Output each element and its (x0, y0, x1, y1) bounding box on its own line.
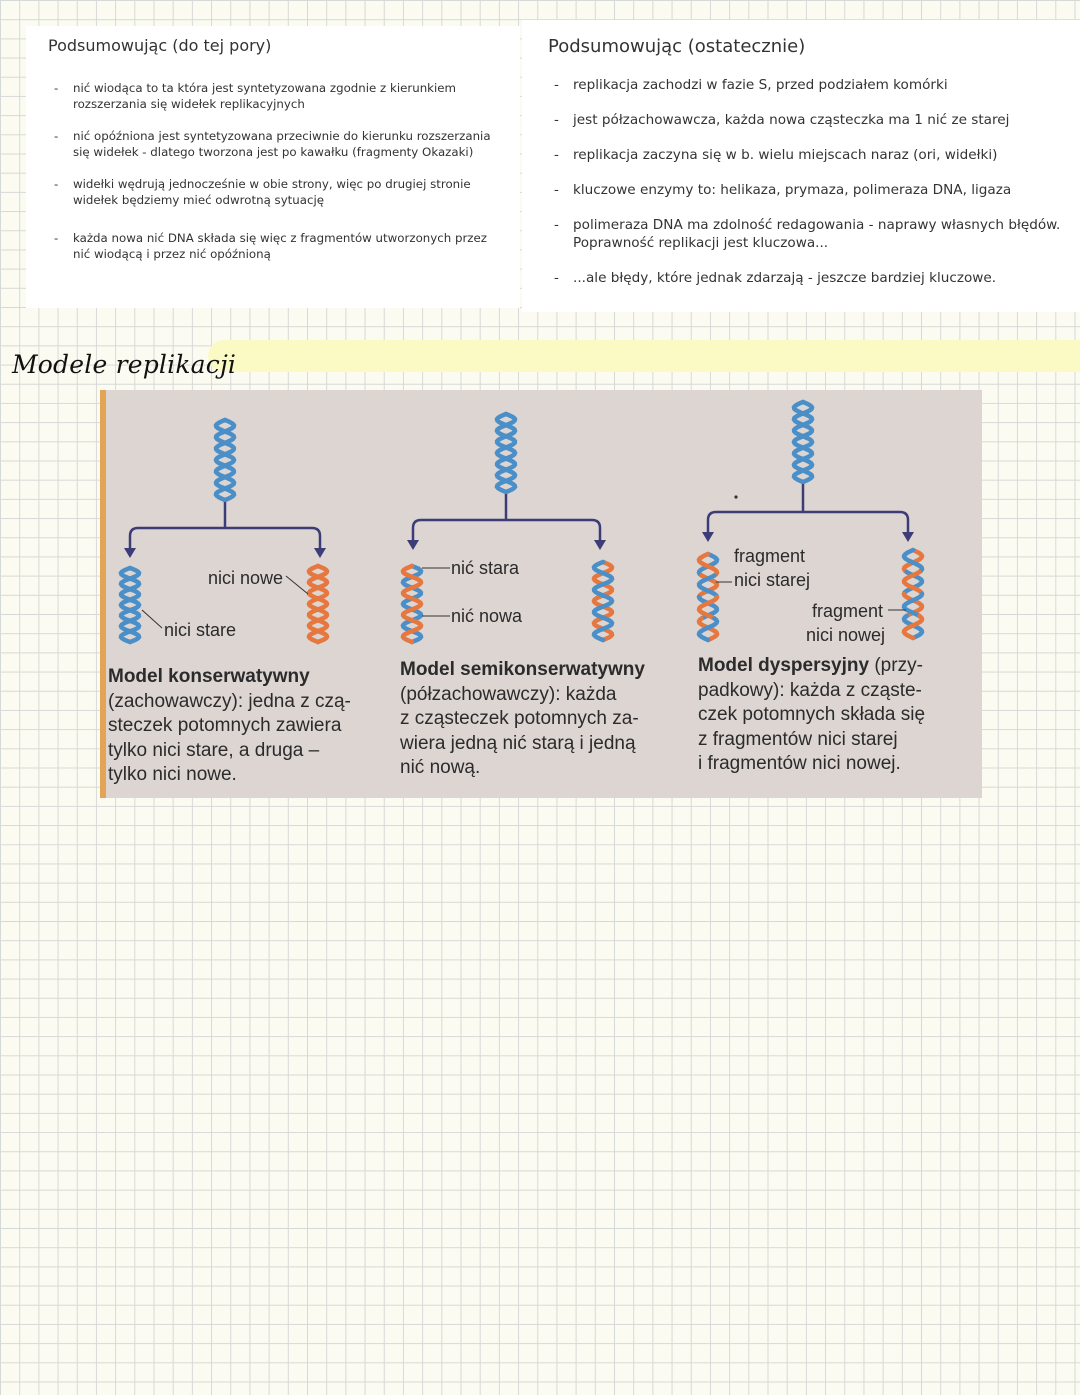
bullet-dash: - (554, 217, 559, 233)
list-item: - każda nowa nić DNA składa się więc z fragmentów utworzonych przez nić wiodącą i przez nić opóźnioną (54, 231, 487, 261)
branch-arrow-2-arrowhead-left (407, 540, 419, 550)
label-fragment-new-2: nici nowej (806, 625, 886, 645)
summary-card-so-far (26, 26, 520, 308)
bullet-dash: - (54, 231, 59, 245)
list-item: - kluczowe enzymy to: helikaza, prymaza, polimeraza DNA, ligaza (554, 182, 1012, 198)
branch-arrow-2-arms (413, 520, 600, 540)
label-new-strands: nici nowe (208, 568, 284, 588)
branch-arrow-1-arrowhead-right (314, 548, 326, 558)
list-item: - replikacja zaczyna się w b. wielu miejscach naraz (ori, widełki) (554, 147, 998, 163)
bullet-dash: - (554, 270, 559, 286)
bullet-dash: - (54, 129, 59, 143)
caption-dispersive: Model dyspersyjny (przy- padkowy): każda z cząste- czek potomnych składa się z fragmentów nici starej i fragmentów nici nowej. (698, 655, 926, 774)
caption-conservative-title: Model konserwatywny (108, 666, 310, 687)
summary-card-final (522, 20, 1080, 312)
bullet-dash: - (554, 147, 559, 163)
branch-arrow-2-arrowhead-right (594, 540, 606, 550)
branch-arrow-3-arms (708, 512, 908, 532)
list-item: - polimeraza DNA ma zdolność redagowania - naprawy własnych błędów. Poprawność replikacji jest kluczowa... (554, 217, 1061, 251)
branch-arrow-3-arrowhead-right (902, 532, 914, 542)
label-old-strand: nić stara (451, 558, 520, 578)
label-new-strand: nić nowa (451, 606, 523, 626)
highlight-strip (208, 340, 1080, 372)
summary-final-title: Podsumowując (ostatecznie) (548, 36, 806, 57)
bullet-dash: - (554, 182, 559, 198)
caption-semiconservative: Model semikonserwatywny (półzachowawczy): każda z cząsteczek potomnych za- wiera jedną nić starą i jedną nić nową. (400, 659, 645, 778)
label-fragment-old-2: nici starej (734, 570, 811, 590)
bullet-dash: - (54, 177, 59, 191)
label-fragment-new-1: fragment (812, 601, 884, 621)
caption-dispersive-title: Model dyspersyjny (698, 655, 870, 676)
label-old-strands: nici stare (164, 620, 237, 640)
bullet-dash: - (54, 81, 59, 95)
list-item: - widełki wędrują jednocześnie w obie strony, więc po drugiej stronie widełek będziemy mieć odwrotną sytuację (54, 177, 471, 207)
pointer-line-old (142, 610, 162, 628)
dot-mark (734, 495, 737, 498)
section-title: Modele replikacji (12, 350, 237, 379)
list-item: - nić wiodąca to ta która jest syntetyzowana zgodnie z kierunkiem rozszerzania się widełek replikacyjnych (54, 81, 457, 111)
summary-final-list (554, 76, 1074, 304)
bullet-dash: - (554, 112, 559, 128)
branch-arrow-1-arrowhead-left (124, 548, 136, 558)
list-item: - ...ale błędy, które jednak zdarzają - jeszcze bardziej kluczowe. (554, 270, 997, 286)
summary-so-far-title: Podsumowując (do tej pory) (48, 36, 272, 55)
branch-arrow-1-arms (130, 528, 320, 548)
list-item: - nić opóźniona jest syntetyzowana przeciwnie do kierunku rozszerzania się widełek - dlatego tworzona jest po kawałku (fragmenty Okazaki) (54, 129, 491, 159)
list-item: - jest półzachowawcza, każda nowa cząsteczka ma 1 nić ze starej (554, 112, 1010, 128)
list-item: - replikacja zachodzi w fazie S, przed podziałem komórki (554, 77, 948, 93)
label-fragment-old-1: fragment (734, 546, 806, 566)
caption-conservative: Model konserwatywny (zachowawczy): jedna z czą- steczek potomnych zawiera tylko nici stare, a druga – tylko nici nowe. (108, 666, 351, 785)
bullet-dash: - (554, 77, 559, 93)
summary-so-far-list (54, 80, 506, 278)
pointer-line-new (286, 576, 308, 594)
branch-arrow-3-arrowhead-left (702, 532, 714, 542)
caption-semiconservative-title: Model semikonserwatywny (400, 659, 645, 680)
replication-models-figure (100, 390, 982, 798)
